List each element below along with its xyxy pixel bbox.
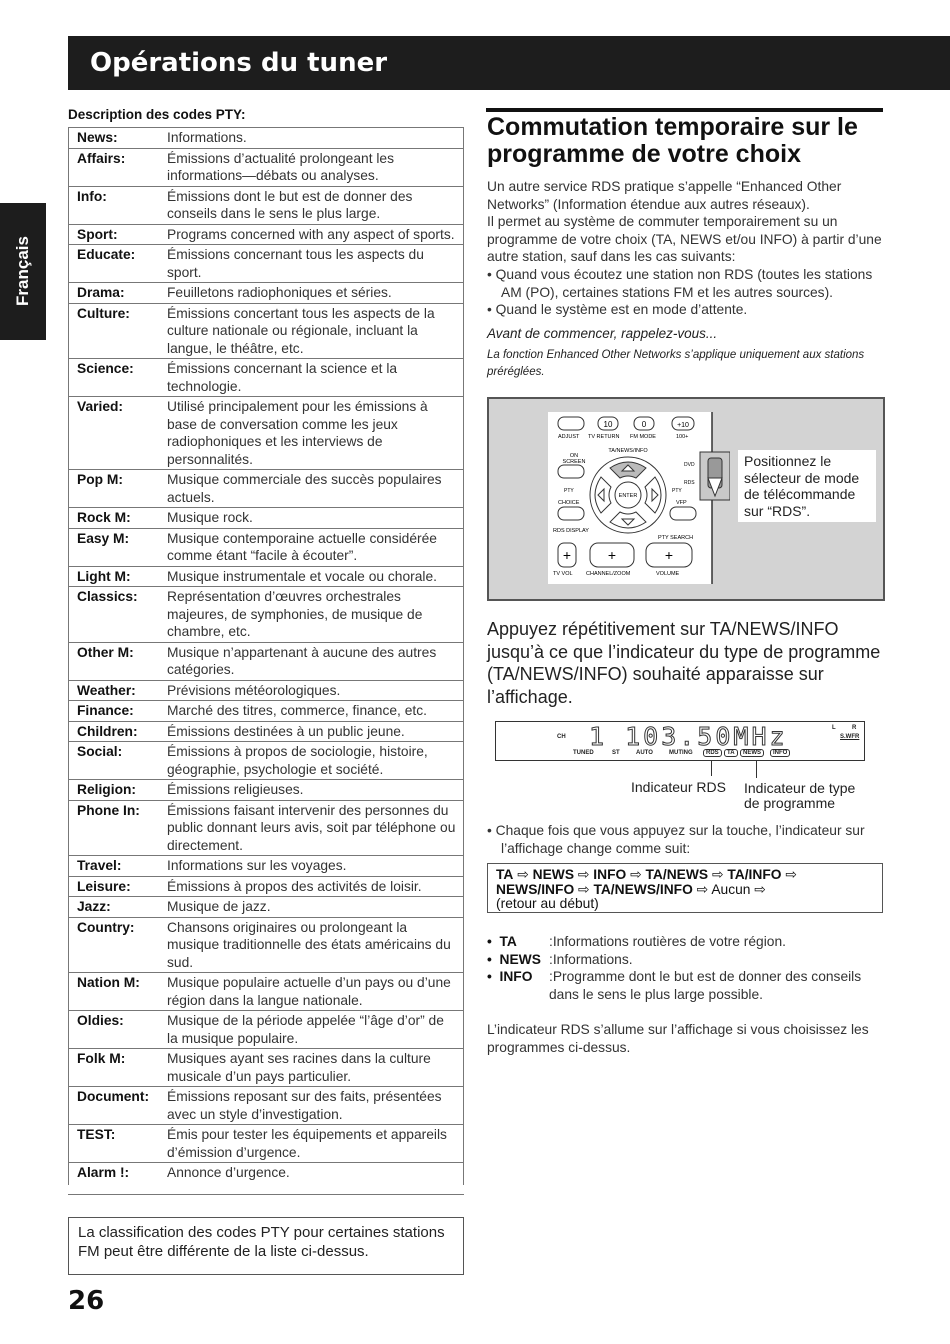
- volume-label: VOLUME: [656, 571, 680, 577]
- intro-bullet: • Quand vous écoutez une station non RDS (toutes les stations AM (PO), certaines stations FM et les autres sources).: [487, 266, 873, 300]
- channel-zoom-label: CHANNEL/ZOOM: [586, 571, 631, 577]
- definition-value: :Informations.: [549, 951, 633, 967]
- pty-table-row: [68, 186, 464, 224]
- each-press-note: • Chaque fois que vous appuyez sur la touche, l’indicateur sur l’affichage change comme suit:: [487, 823, 865, 856]
- adjust-button[interactable]: [558, 417, 584, 430]
- hundred-plus-label: 100+: [676, 434, 689, 440]
- intro-bullet: • Quand le système est en mode d’attente.: [487, 302, 748, 318]
- indicator-st: ST: [612, 750, 620, 756]
- pty-table-row: [68, 642, 464, 680]
- pty-table-row: [68, 1049, 464, 1087]
- pty-description: Musique de jazz.: [167, 897, 464, 918]
- plus-icon: +: [607, 547, 617, 563]
- pty-description: Émissions d’actualité prolongeant les informations—débats ou analyses.: [167, 148, 464, 186]
- pty-description: Informations sur les voyages.: [167, 856, 464, 877]
- section-intro: [487, 178, 887, 319]
- indicator-ta: TA: [724, 749, 738, 757]
- pty-code: Travel:: [68, 856, 167, 877]
- indicator-tuned: TUNED: [573, 750, 594, 756]
- definition-key: • TA: [487, 934, 517, 949]
- section-title: Commutation temporaire sur le programme de votre choix: [487, 113, 858, 168]
- pty-description: Musique n’appartenant à aucune des autres catégories.: [167, 642, 464, 680]
- pty-description: Émissions concernant la science et la technologie.: [167, 359, 464, 397]
- pty-table-row: [68, 470, 464, 508]
- definition-row: [487, 933, 887, 951]
- arrow-right-icon: ⇨: [577, 867, 590, 882]
- pty-table-row: [68, 587, 464, 643]
- pty-description: Émissions concertant tous les aspects de la culture nationale ou régionale, incluant la langue, le théâtre, etc.: [167, 303, 464, 359]
- pty-code: Oldies:: [68, 1011, 167, 1049]
- pty-description: Émissions faisant intervenir des personnes du public donnant leurs avis, soit par téléphone ou directement.: [167, 800, 464, 856]
- remote-callout: Positionnez le sélecteur de mode de télécommande sur “RDS”.: [738, 450, 876, 522]
- pty-code: Light M:: [68, 566, 167, 587]
- pty-description: Émissions religieuses.: [167, 780, 464, 801]
- pty-code: Religion:: [68, 780, 167, 801]
- fm-mode-label: FM MODE: [630, 434, 656, 440]
- pty-code: Document:: [68, 1087, 167, 1125]
- pty-code: Easy M:: [68, 528, 167, 566]
- pty-code: Varied:: [68, 397, 167, 470]
- sequence-item: TA: [496, 867, 514, 882]
- pty-description: Programs concerned with any aspect of sports.: [167, 224, 464, 245]
- indicator-sequence: [487, 863, 883, 913]
- pty-code: Weather:: [68, 680, 167, 701]
- plus-icon: +: [562, 547, 572, 563]
- sequence-item: TA/NEWS/INFO: [593, 881, 693, 897]
- dvd-label: DVD: [684, 462, 695, 468]
- indicator-info: INFO: [770, 749, 790, 757]
- pty-table-row: [68, 742, 464, 780]
- pty-table-row: [68, 721, 464, 742]
- pty-table-row: [68, 359, 464, 397]
- pty-code: Educate:: [68, 245, 167, 283]
- pty-code: Alarm !:: [68, 1163, 167, 1195]
- pty-table-row: [68, 303, 464, 359]
- ta-news-info-definitions: [487, 933, 887, 1003]
- plus-icon: +: [664, 547, 674, 563]
- pty-note: La classification des codes PTY pour certaines stations FM peut être différente de la liste ci-dessus.: [68, 1217, 464, 1275]
- on-label: ON: [569, 453, 579, 459]
- display-ch: CH: [557, 734, 566, 740]
- definition-key: • INFO: [487, 969, 533, 985]
- pty-indicator-label: Indicateur de type de programme: [744, 780, 856, 811]
- pty-code: Culture:: [68, 303, 167, 359]
- sequence-item: NEWS/INFO: [496, 881, 575, 897]
- display-r: R: [852, 725, 857, 731]
- ta-news-info-label: TA/NEWS/INFO: [608, 448, 648, 454]
- pty-code: Classics:: [68, 587, 167, 643]
- definition-row: [487, 968, 887, 1003]
- pty-code: Drama:: [68, 283, 167, 304]
- definition-value: :Informations routières de votre région.: [549, 934, 786, 949]
- rds-indicator-label: Indicateur RDS: [631, 779, 726, 795]
- pty-description: Musique instrumentale et vocale ou chorale.: [167, 566, 464, 587]
- pty-description: Feuilletons radiophoniques et séries.: [167, 283, 464, 304]
- adjust-label: ADJUST: [558, 434, 580, 440]
- indicator-auto: AUTO: [636, 750, 653, 756]
- pty-description: Émis pour tester les équipements et appareils d’émission d’urgence.: [167, 1125, 464, 1163]
- pty-description: Informations.: [167, 128, 464, 149]
- pty-description: Musique rock.: [167, 508, 464, 529]
- display-l: L: [832, 725, 836, 731]
- indicator-rds: RDS: [703, 749, 722, 757]
- pty-description: Émissions concernant tous les aspects du sport.: [167, 245, 464, 283]
- pty-description: Annonce d’urgence.: [167, 1163, 464, 1195]
- rds-label: RDS: [684, 480, 695, 486]
- pty-code: News:: [68, 128, 167, 149]
- vfp-button[interactable]: [670, 507, 696, 520]
- pty-code: Finance:: [68, 701, 167, 722]
- tv-return-label: TV RETURN: [588, 434, 620, 440]
- sequence-item: TA/NEWS: [645, 867, 709, 882]
- pty-table-row: [68, 897, 464, 918]
- sequence-item: TA/INFO: [727, 867, 782, 882]
- indicator-news: NEWS: [740, 749, 764, 757]
- pty-description: Représentation d’œuvres orchestrales majeures, de symphonies, de musique de chambre, etc.: [167, 587, 464, 643]
- pty-table-row: [68, 528, 464, 566]
- sequence-off: Aucun: [711, 881, 751, 897]
- definition-value: :Programme dont le but est de donner des conseils dans le sens le plus large possible.: [549, 969, 862, 1002]
- pty-table-row: [68, 245, 464, 283]
- arrow-right-icon: ⇨: [517, 867, 529, 882]
- intro-paragraph: Un autre service RDS pratique s’appelle “Enhanced Other Networks” (Information étendue aux autres réseaux).: [487, 179, 842, 212]
- pty-code: Sport:: [68, 224, 167, 245]
- pty-table-row: [68, 800, 464, 856]
- pty-code: Info:: [68, 186, 167, 224]
- pty-description: Prévisions météorologiques.: [167, 680, 464, 701]
- pty-code: Nation M:: [68, 973, 167, 1011]
- intro-paragraph: Il permet au système de commuter temporairement su un programme de votre choix (TA, NEWS et/ou INFO) à partir d’une autre station, sauf dans les cas suivants:: [487, 214, 882, 265]
- before-title: Avant de commencer, rappelez-vous...: [487, 326, 718, 341]
- pty-table-row: [68, 856, 464, 877]
- rds-display-label: RDS DISPLAY: [553, 528, 589, 534]
- arrow-right-icon: ⇨: [578, 881, 590, 897]
- pty-table-row: [68, 148, 464, 186]
- pty-minus-label: PTY: [564, 488, 574, 494]
- pty-description: Émissions destinées à un public jeune.: [167, 721, 464, 742]
- pty-table-row: [68, 283, 464, 304]
- choice-label: CHOICE: [558, 500, 580, 506]
- definition-row: [487, 951, 887, 969]
- pty-code: Pop M:: [68, 470, 167, 508]
- display-frequency: 1 103.50MHz: [589, 722, 788, 751]
- page-number: 26: [68, 1286, 105, 1316]
- pty-table-row: [68, 876, 464, 897]
- rds-leader-line: [711, 760, 712, 776]
- pty-table-row: [68, 917, 464, 973]
- plus-ten-label: +10: [677, 422, 689, 429]
- indicator-muting: MUTING: [669, 750, 693, 756]
- pty-description: Marché des titres, commerce, finance, etc.: [167, 701, 464, 722]
- ten-button-label: 10: [603, 420, 613, 429]
- instruction-step: Appuyez répétitivement sur TA/NEWS/INFO jusqu’à ce que l’indicateur du type de programme (TA/NEWS/INFO) souhaité apparaisse sur l’affichage.: [487, 619, 881, 707]
- pty-code: TEST:: [68, 1125, 167, 1163]
- pty-table-row: [68, 1125, 464, 1163]
- pty-table-row: [68, 1011, 464, 1049]
- pty-code: Children:: [68, 721, 167, 742]
- section-rule: [486, 108, 883, 112]
- display-swfr: S.WFR: [840, 734, 860, 740]
- pty-table-row: [68, 680, 464, 701]
- pty-code: Rock M:: [68, 508, 167, 529]
- enter-label: ENTER: [618, 493, 638, 499]
- pty-heading: Description des codes PTY:: [68, 107, 246, 122]
- pty-description: Chansons originaires ou prolongeant la musique traditionnelle des états américains du sud.: [167, 917, 464, 973]
- sequence-back: (retour au début): [496, 896, 599, 911]
- pty-table-row: [68, 566, 464, 587]
- pty-description: Musique populaire actuelle d’un pays ou d’une région dans la langue nationale.: [167, 973, 464, 1011]
- page-title: Opérations du tuner: [90, 48, 388, 78]
- sequence-item: NEWS: [532, 867, 575, 882]
- pty-search-label: PTY SEARCH: [658, 535, 694, 541]
- pty-table-row: [68, 701, 464, 722]
- pty-description: Musique de la période appelée “l’âge d’or” de la musique populaire.: [167, 1011, 464, 1049]
- definition-key: • NEWS: [487, 951, 541, 967]
- pty-description: Émissions dont le but est de donner des conseils dans le sens le plus large.: [167, 186, 464, 224]
- choice-button[interactable]: [558, 507, 584, 520]
- pty-code: Other M:: [68, 642, 167, 680]
- tuner-display: [495, 721, 865, 761]
- pty-code: Jazz:: [68, 897, 167, 918]
- sequence-item: INFO: [593, 867, 627, 882]
- before-text: La fonction Enhanced Other Networks s’applique uniquement aux stations préréglées.: [487, 349, 865, 378]
- pty-description: Émissions à propos de sociologie, histoire, géographie, psychologie et société.: [167, 742, 464, 780]
- pty-description: Musiques ayant ses racines dans la culture musicale d’un pays particulier.: [167, 1049, 464, 1087]
- pty-code: Science:: [68, 359, 167, 397]
- pty-description: Musique contemporaine actuelle considérée comme étant “facile à écouter”.: [167, 528, 464, 566]
- pty-code: Folk M:: [68, 1049, 167, 1087]
- pty-table-row: [68, 973, 464, 1011]
- vfp-label: VFP: [676, 500, 687, 506]
- pty-table-row: [68, 508, 464, 529]
- pty-table-row: [68, 397, 464, 470]
- pty-description: Émissions à propos des activités de loisir.: [167, 876, 464, 897]
- remote-control-illustration: [548, 412, 730, 584]
- pty-code: Affairs:: [68, 148, 167, 186]
- pty-table: [68, 127, 464, 1195]
- pty-leader-line: [756, 760, 757, 778]
- arrow-right-icon: ⇨: [711, 867, 724, 882]
- pty-table-row: [68, 224, 464, 245]
- pty-description: Émissions reposant sur des faits, présentées avec un style d’investigation.: [167, 1087, 464, 1125]
- pty-description: Musique commerciale des succès populaires actuels.: [167, 470, 464, 508]
- pty-plus-label: PTY: [672, 488, 682, 494]
- on-screen-button[interactable]: [558, 465, 584, 478]
- pty-table-row: [68, 1163, 464, 1195]
- pty-code: Leisure:: [68, 876, 167, 897]
- rds-lights-note: L’indicateur RDS s’allume sur l’affichage si vous choisissez les programmes ci-dessus.: [487, 1022, 869, 1055]
- zero-button-label: 0: [641, 420, 647, 429]
- pty-code: Country:: [68, 917, 167, 973]
- arrow-right-icon: ⇨: [754, 881, 766, 897]
- pty-table-row: [68, 1087, 464, 1125]
- pty-code: Social:: [68, 742, 167, 780]
- screen-label: SCREEN: [562, 459, 586, 465]
- arrow-right-icon: ⇨: [785, 867, 797, 882]
- arrow-right-icon: ⇨: [696, 881, 709, 897]
- tv-vol-label: TV VOL: [553, 571, 573, 577]
- pty-table-row: [68, 780, 464, 801]
- pty-table-row: [68, 128, 464, 149]
- pty-code: Phone In:: [68, 800, 167, 856]
- language-tab-label: Français: [13, 236, 32, 306]
- arrow-right-icon: ⇨: [630, 867, 642, 882]
- pty-description: Utilisé principalement pour les émissions à base de conversation comme les jeux radiophoniques et les interviews de personnalités.: [167, 397, 464, 470]
